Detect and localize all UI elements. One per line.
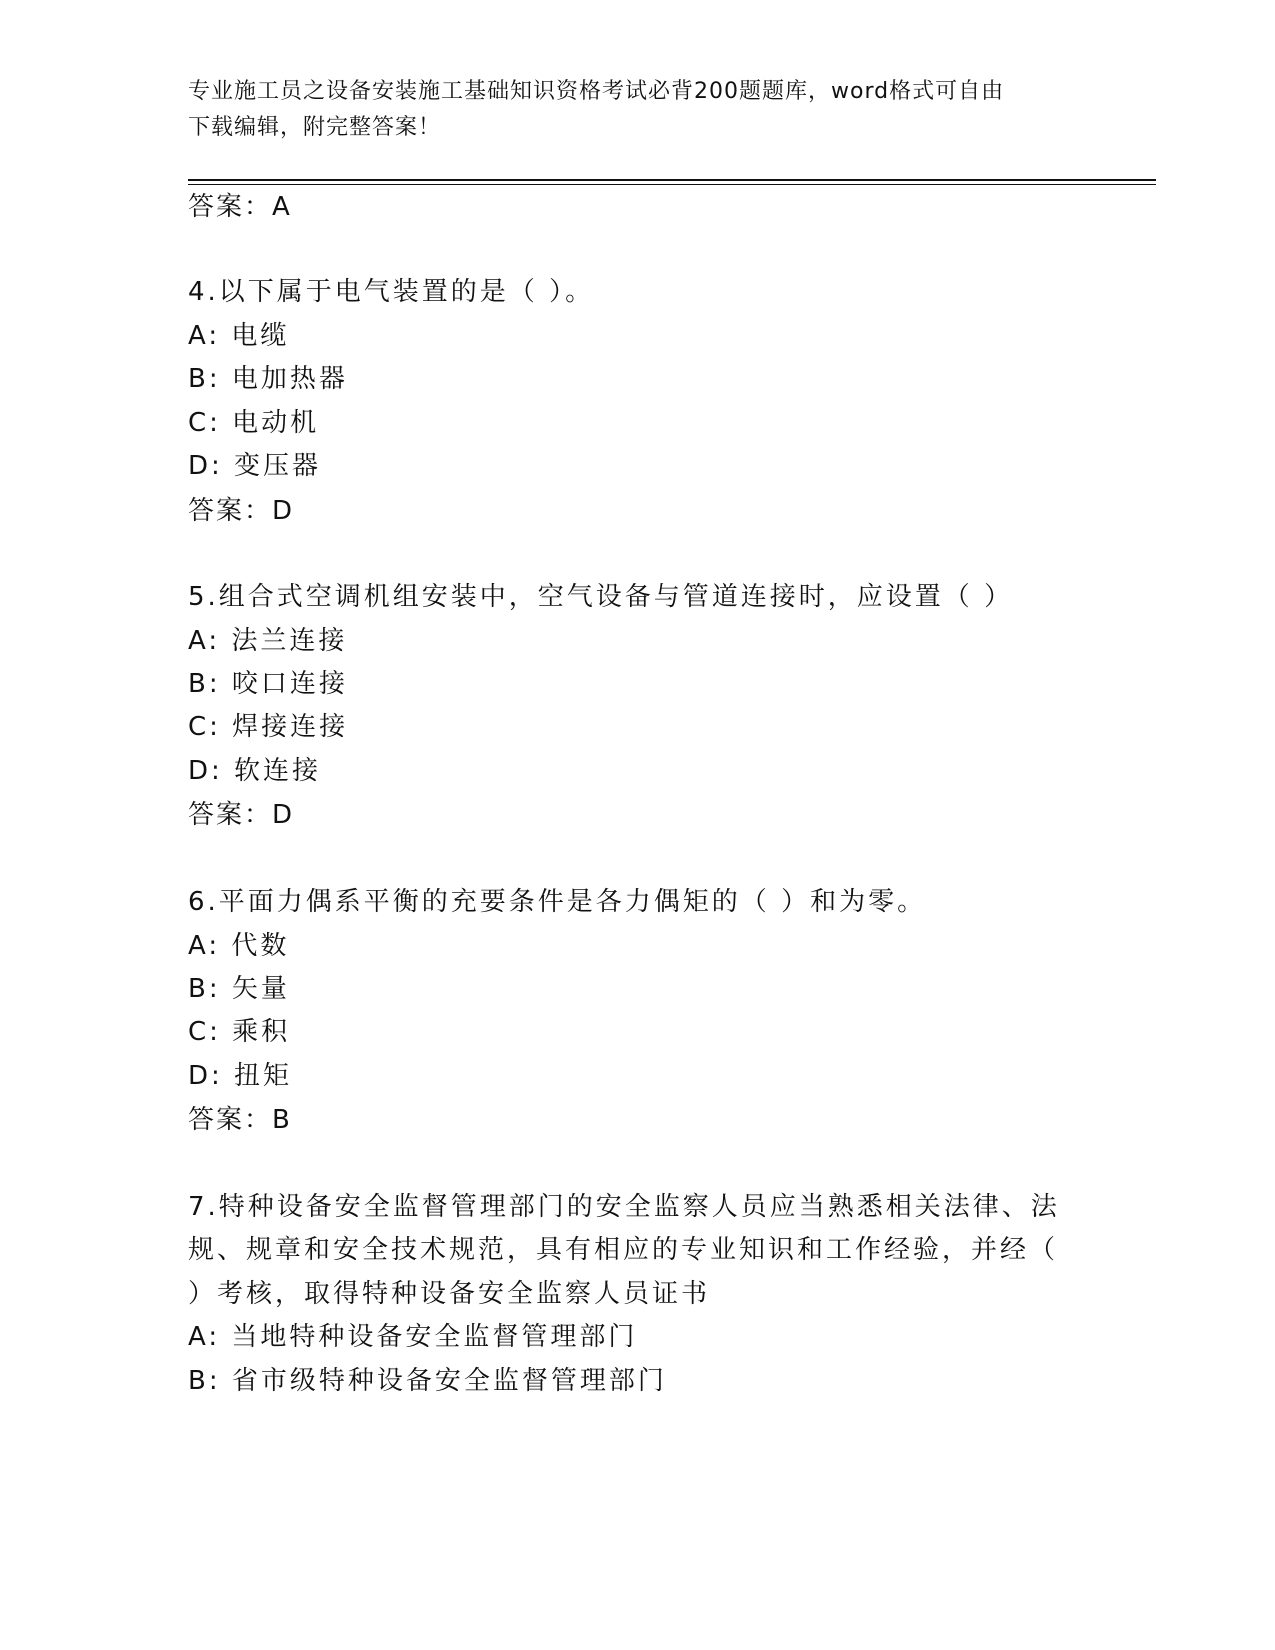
answer-value: D xyxy=(272,800,294,830)
question-stem: 4.以下属于电气装置的是（ ）。 xyxy=(188,277,595,307)
question-stem-line-1: 7.特种设备安全监督管理部门的安全监察人员应当熟悉相关法律、法 xyxy=(188,1192,1060,1222)
answer-line xyxy=(188,798,293,832)
question-stem: 6.平面力偶系平衡的充要条件是各力偶矩的（ ）和为零。 xyxy=(188,887,927,917)
option-c: C: 焊接连接 xyxy=(188,712,349,742)
option-d: D: 变压器 xyxy=(188,451,322,481)
question-stem: 5.组合式空调机组安装中，空气设备与管道连接时，应设置（ ） xyxy=(188,582,1014,612)
option-a: A: 代数 xyxy=(188,931,290,961)
option-d: D: 扭矩 xyxy=(188,1061,293,1091)
option-a: A: 电缆 xyxy=(188,321,290,351)
question-stem-line-2: 规、规章和安全技术规范，具有相应的专业知识和工作经验，并经（ xyxy=(188,1235,1059,1265)
document-header xyxy=(188,74,1088,146)
option-a: A: 当地特种设备安全监督管理部门 xyxy=(188,1322,638,1352)
option-b: B: 矢量 xyxy=(188,974,290,1004)
option-b: B: 咬口连接 xyxy=(188,669,348,699)
header-rule-thin xyxy=(188,184,1156,185)
answer-value: D xyxy=(272,496,294,526)
option-c: C: 乘积 xyxy=(188,1017,291,1047)
answer-value: A xyxy=(272,192,291,222)
prev-answer-line xyxy=(188,190,291,224)
answer-line xyxy=(188,494,293,528)
option-c: C: 电动机 xyxy=(188,408,320,438)
option-b: B: 电加热器 xyxy=(188,364,348,394)
option-d: D: 软连接 xyxy=(188,756,322,786)
header-line-1: 专业施工员之设备安装施工基础知识资格考试必背200题题库，word格式可自由 xyxy=(188,79,1005,104)
answer-label: 答案： xyxy=(188,800,273,830)
answer-label: 答案： xyxy=(188,1105,273,1135)
answer-value: B xyxy=(272,1105,291,1135)
header-line-2: 下载编辑，附完整答案！ xyxy=(188,115,442,140)
header-rule-thick xyxy=(188,179,1156,181)
answer-label: 答案： xyxy=(188,192,273,222)
option-a: A: 法兰连接 xyxy=(188,626,348,656)
option-b: B: 省市级特种设备安全监督管理部门 xyxy=(188,1366,667,1396)
answer-label: 答案： xyxy=(188,496,273,526)
question-stem-line-3: ）考核，取得特种设备安全监察人员证书 xyxy=(188,1279,711,1309)
answer-line xyxy=(188,1103,291,1137)
